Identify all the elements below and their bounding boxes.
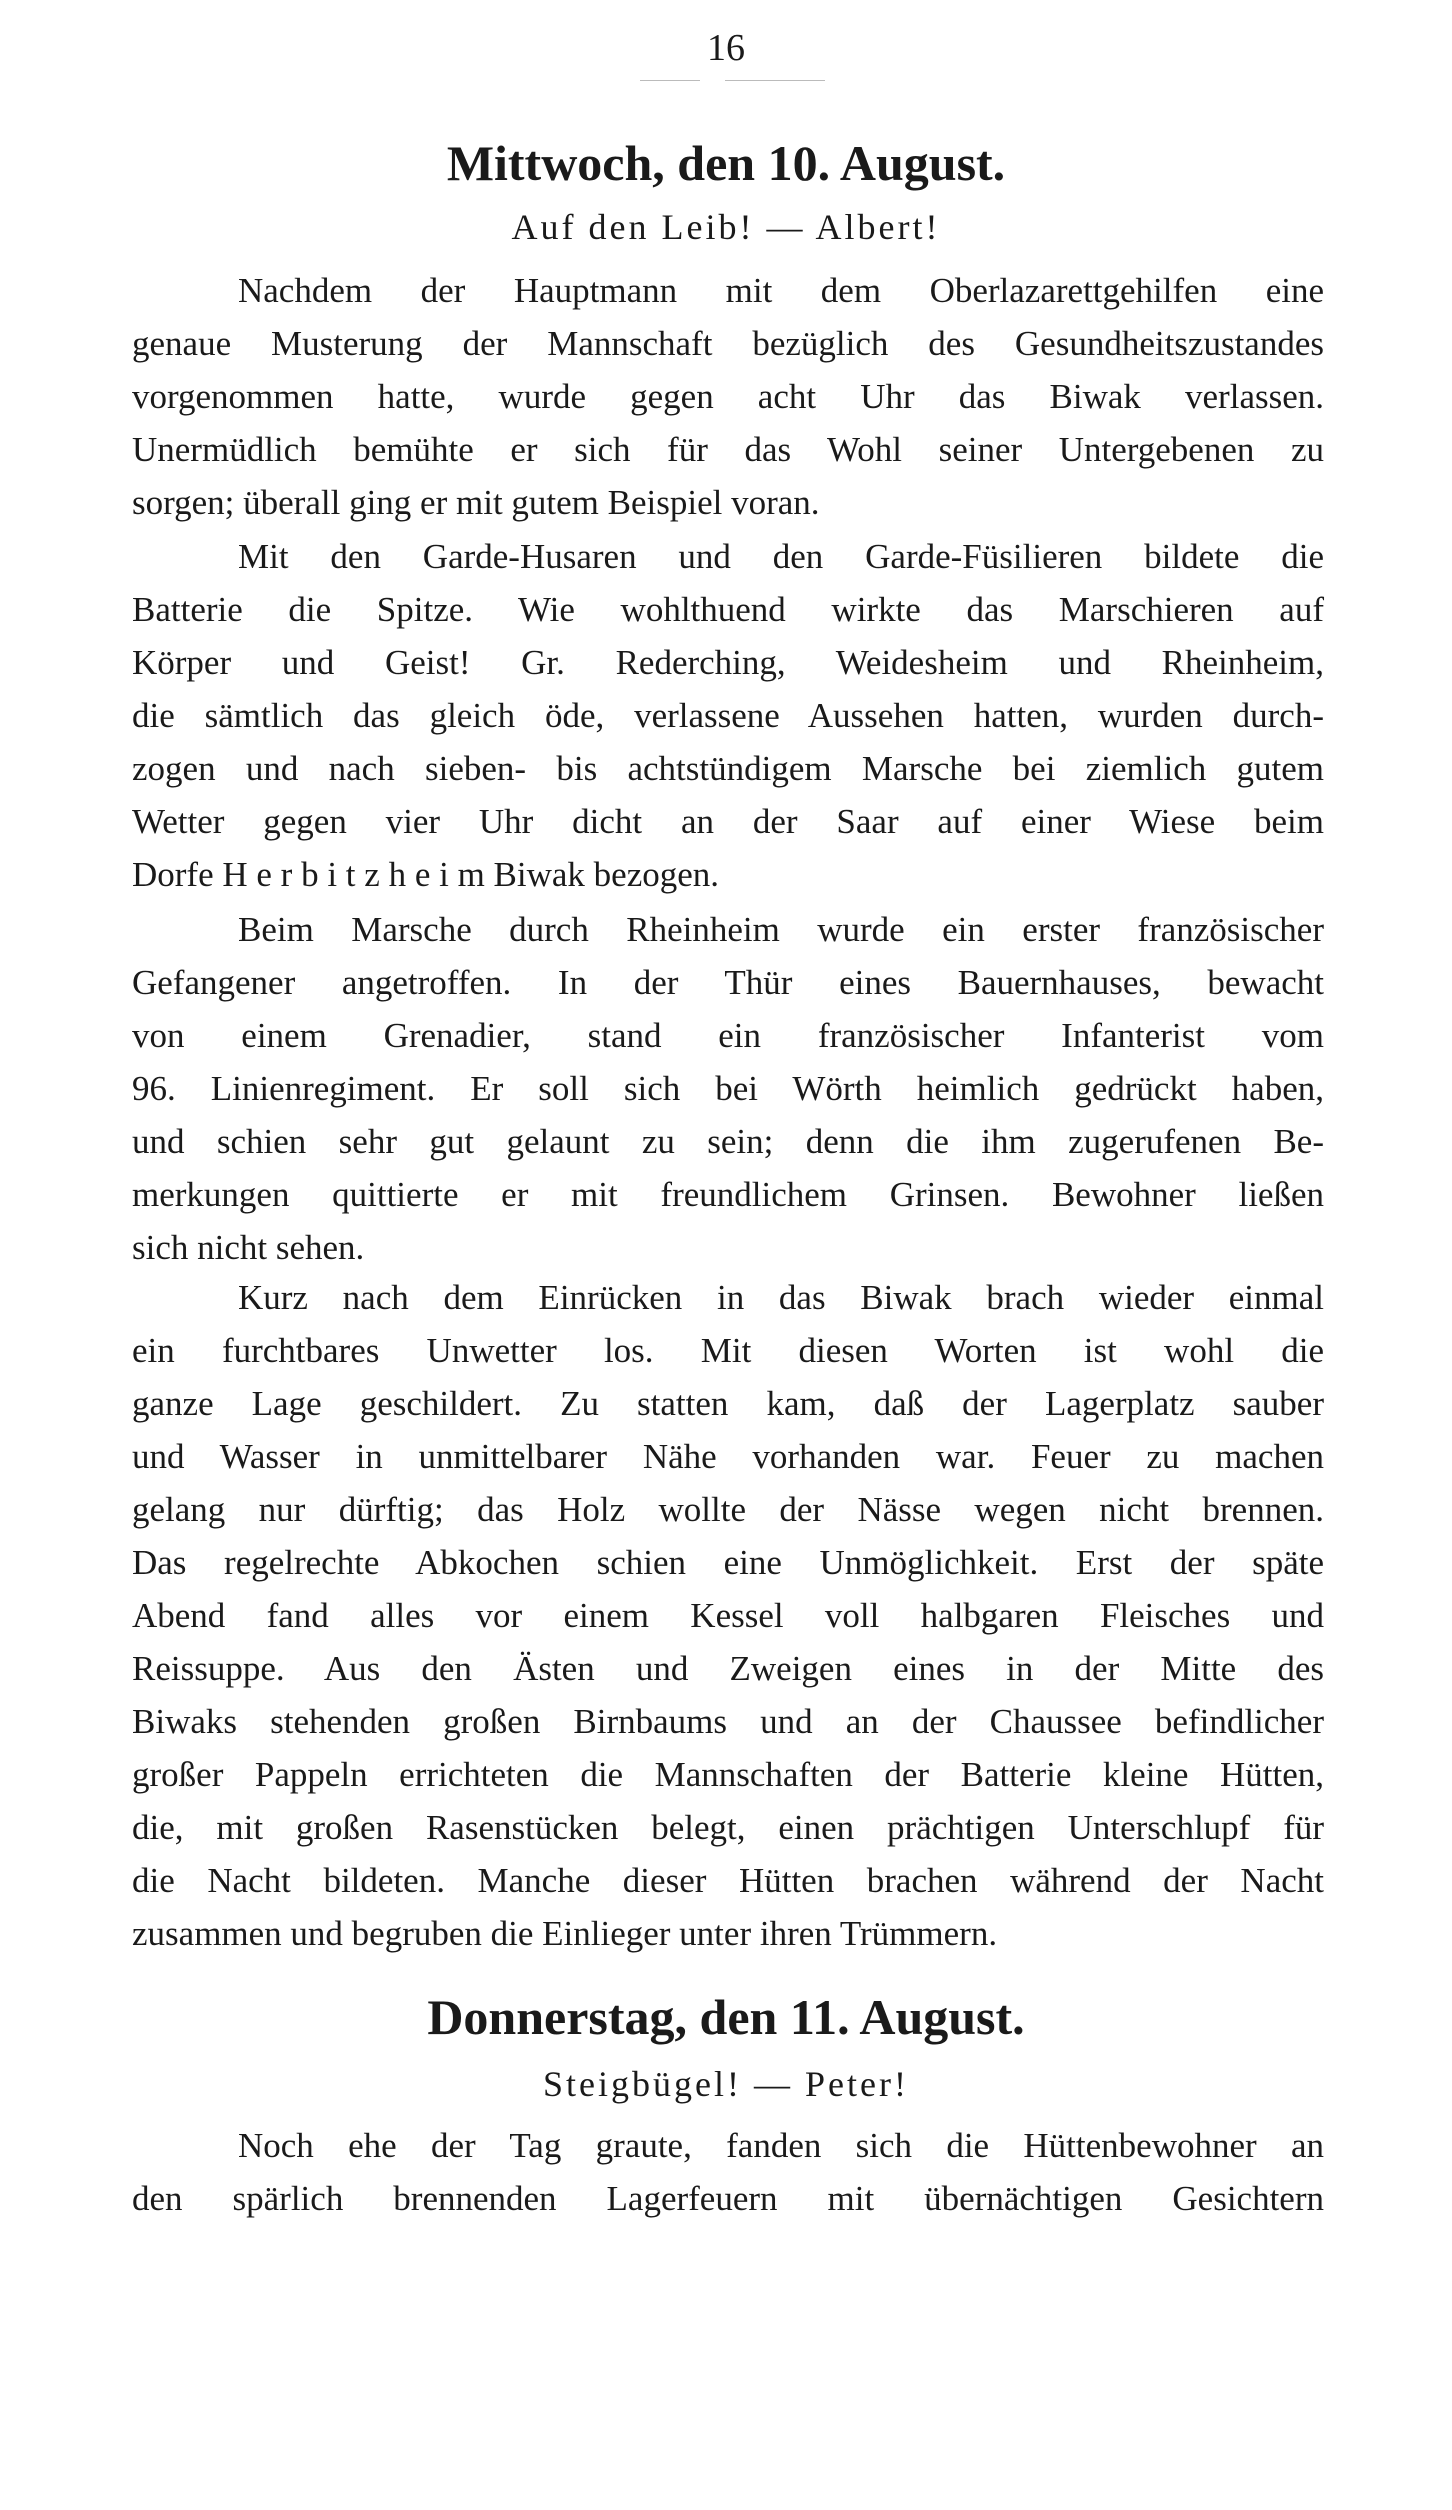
text-line: 96. Linienregiment. Er soll sich bei Wörth heimlich gedrückt haben, <box>132 1069 1324 1108</box>
text-line: die, mit großen Rasenstücken belegt, einen prächtigen Unterschlupf für <box>132 1808 1324 1847</box>
text-line: die sämtlich das gleich öde, verlassene Aussehen hatten, wurden durch- <box>132 696 1324 735</box>
text-line: Noch ehe der Tag graute, fanden sich die Hüttenbewohner an <box>238 2126 1324 2165</box>
text-line: den spärlich brennenden Lagerfeuern mit übernächtigen Gesichtern <box>132 2179 1324 2218</box>
text-line: sorgen; überall ging er mit gutem Beispiel voran. <box>132 483 820 522</box>
text-line: vorgenommen hatte, wurde gegen acht Uhr das Biwak verlassen. <box>132 377 1324 416</box>
text-line: ganze Lage geschildert. Zu statten kam, daß der Lagerplatz sauber <box>132 1384 1324 1423</box>
text-line: ein furchtbares Unwetter los. Mit diesen Worten ist wohl die <box>132 1331 1324 1370</box>
header-rule-left <box>640 80 700 81</box>
text-line: und Wasser in unmittelbarer Nähe vorhanden war. Feuer zu machen <box>132 1437 1324 1476</box>
section-heading: Donnerstag, den 11. August. <box>427 1989 1025 2045</box>
text-line: Gefangener angetroffen. In der Thür eines Bauernhauses, bewacht <box>132 963 1324 1002</box>
text-line: Kurz nach dem Einrücken in das Biwak brach wieder einmal <box>238 1278 1324 1317</box>
text-line: Beim Marsche durch Rheinheim wurde ein erster französischer <box>238 910 1324 949</box>
text-line: Abend fand alles vor einem Kessel voll halbgaren Fleisches und <box>132 1596 1324 1635</box>
text-line: Dorfe H e r b i t z h e i m Biwak bezogen. <box>132 855 720 894</box>
section-heading: Mittwoch, den 10. August. <box>446 135 1006 191</box>
text-line: Körper und Geist! Gr. Rederching, Weidesheim und Rheinheim, <box>132 643 1324 682</box>
text-line: von einem Grenadier, stand ein französischer Infanterist vom <box>132 1016 1324 1055</box>
paragraph <box>132 1271 1324 1960</box>
text-line: Nachdem der Hauptmann mit dem Oberlazarettgehilfen eine <box>238 271 1324 310</box>
paragraph <box>132 264 1324 529</box>
text-line: großer Pappeln errichteten die Mannschaften der Batterie kleine Hütten, <box>132 1755 1324 1794</box>
paragraph <box>132 2119 1324 2225</box>
text-line: die Nacht bildeten. Manche dieser Hütten brachen während der Nacht <box>132 1861 1324 1900</box>
text-line: merkungen quittierte er mit freundlichem Grinsen. Bewohner ließen <box>132 1175 1324 1214</box>
text-line: Das regelrechte Abkochen schien eine Unmöglichkeit. Erst der späte <box>132 1543 1324 1582</box>
text-line: zogen und nach sieben- bis achtstündigem Marsche bei ziemlich gutem <box>132 749 1324 788</box>
text-line: Unermüdlich bemühte er sich für das Wohl seiner Untergebenen zu <box>132 430 1324 469</box>
text-line: Batterie die Spitze. Wie wohlthuend wirkte das Marschieren auf <box>132 590 1324 629</box>
text-line: Reissuppe. Aus den Ästen und Zweigen eines in der Mitte des <box>132 1649 1324 1688</box>
header-rule-right <box>725 80 825 81</box>
text-line: zusammen und begruben die Einlieger unter ihren Trümmern. <box>132 1914 998 1953</box>
section-subtitle: Steigbügel! — Peter! <box>543 2064 909 2104</box>
text-line: genaue Musterung der Mannschaft bezüglich des Gesundheitszustandes <box>132 324 1324 363</box>
text-line: Mit den Garde-Husaren und den Garde-Füsilieren bildete die <box>238 537 1324 576</box>
text-line: sich nicht sehen. <box>132 1228 365 1267</box>
paragraph <box>132 903 1324 1274</box>
page-number: 16 <box>707 27 745 69</box>
text-line: Wetter gegen vier Uhr dicht an der Saar auf einer Wiese beim <box>132 802 1324 841</box>
text-line: Biwaks stehenden großen Birnbaums und an der Chaussee befindlicher <box>132 1702 1324 1741</box>
text-line: gelang nur dürftig; das Holz wollte der Nässe wegen nicht brennen. <box>132 1490 1324 1529</box>
text-line: und schien sehr gut gelaunt zu sein; denn die ihm zugerufenen Be- <box>132 1122 1324 1161</box>
section-subtitle: Auf den Leib! — Albert! <box>511 207 941 247</box>
paragraph <box>132 530 1324 901</box>
